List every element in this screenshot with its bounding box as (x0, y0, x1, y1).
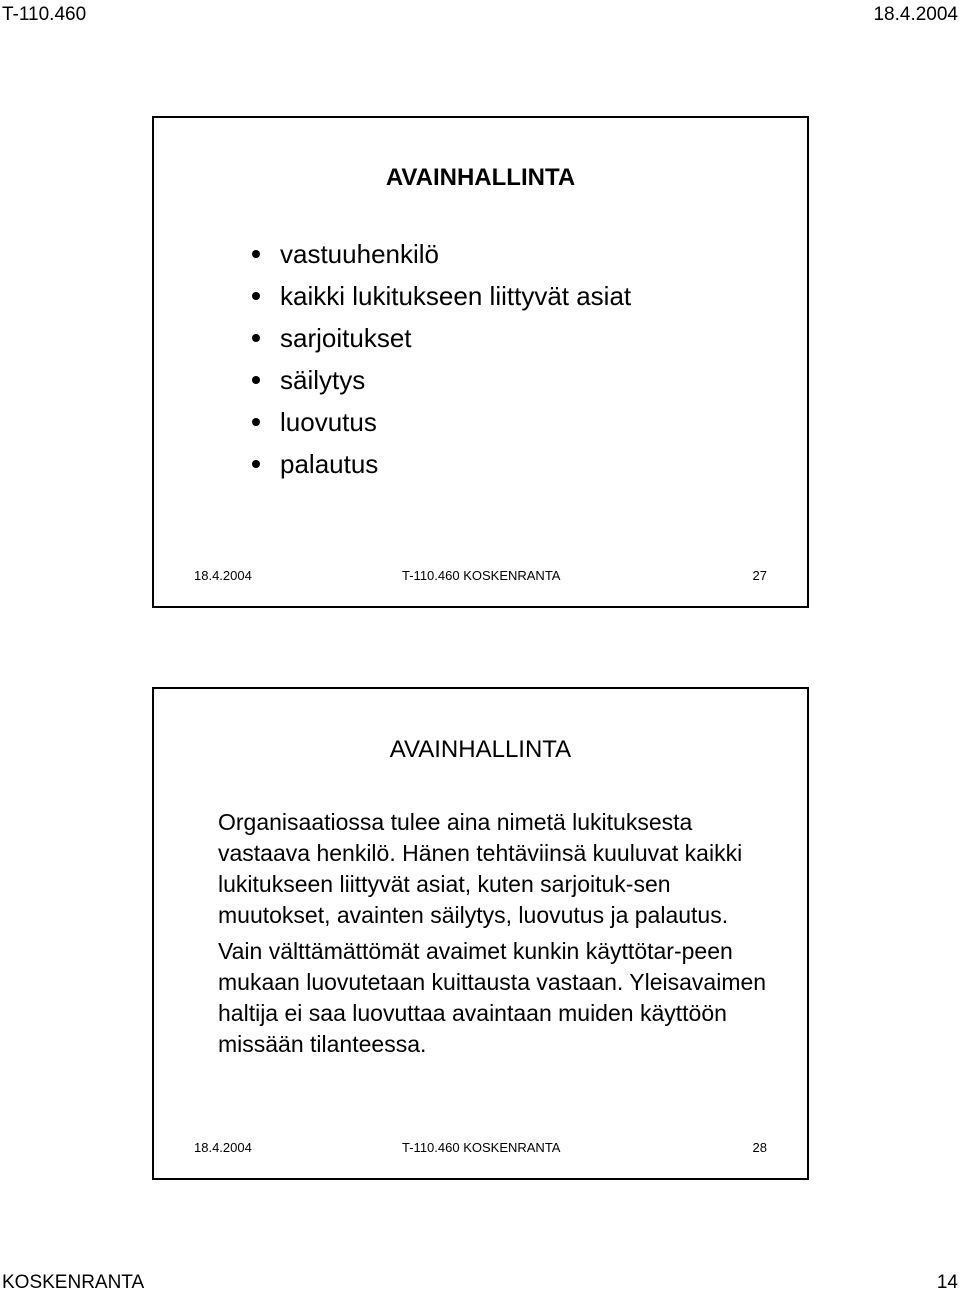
bullet-icon (252, 418, 260, 426)
bullet-icon (252, 250, 260, 258)
bullet-icon (252, 460, 260, 468)
page-date: 18.4.2004 (873, 4, 958, 25)
slide-27 (152, 116, 809, 608)
list-item (250, 406, 631, 448)
slide-title: AVAINHALLINTA (385, 164, 576, 191)
slide-date: 18.4.2004 (194, 568, 252, 583)
slide-body (218, 807, 778, 1060)
slide-28 (152, 687, 809, 1180)
list-item-text: kaikki lukitukseen liittyvät asiat (280, 281, 632, 311)
bullet-icon (252, 334, 260, 342)
author-name: KOSKENRANTA (2, 1272, 145, 1293)
paragraph: Organisaatiossa tulee aina nimetä lukituksesta vastaava henkilö. Hänen tehtäviinsä kuuluvat kaikki lukitukseen liittyvät asiat, kuten sarjoituk-sen muutokset, avainten säilytys, luovutus ja palautus. (218, 809, 743, 928)
list-item (250, 364, 631, 406)
list-item-text: sarjoitukset (280, 323, 412, 353)
page-footer (0, 1272, 960, 1296)
list-item (250, 280, 631, 322)
paragraph: Vain välttämättömät avaimet kunkin käyttötar-peen mukaan luovutetaan kuittausta vastaan. Yleisavaimen haltija ei saa luovuttaa avaintaan muiden käyttöön missään tilanteessa. (218, 938, 767, 1057)
list-item-text: luovutus (280, 407, 377, 437)
bullet-list (250, 238, 631, 490)
slide-date: 18.4.2004 (194, 1140, 252, 1155)
slide-author: T-110.460 KOSKENRANTA (402, 1140, 561, 1155)
course-code: T-110.460 (2, 4, 87, 25)
bullet-icon (252, 376, 260, 384)
slide-number: 27 (752, 568, 767, 583)
slide-number: 28 (752, 1140, 767, 1155)
list-item (250, 322, 631, 364)
list-item (250, 238, 631, 280)
page-header (0, 4, 960, 28)
list-item-text: vastuuhenkilö (280, 239, 439, 269)
list-item-text: palautus (280, 449, 379, 479)
list-item (250, 448, 631, 490)
list-item-text: säilytys (280, 365, 366, 395)
bullet-icon (252, 292, 260, 300)
page-number: 14 (936, 1272, 958, 1293)
slide-author: T-110.460 KOSKENRANTA (402, 568, 561, 583)
slide-title: AVAINHALLINTA (389, 736, 572, 763)
